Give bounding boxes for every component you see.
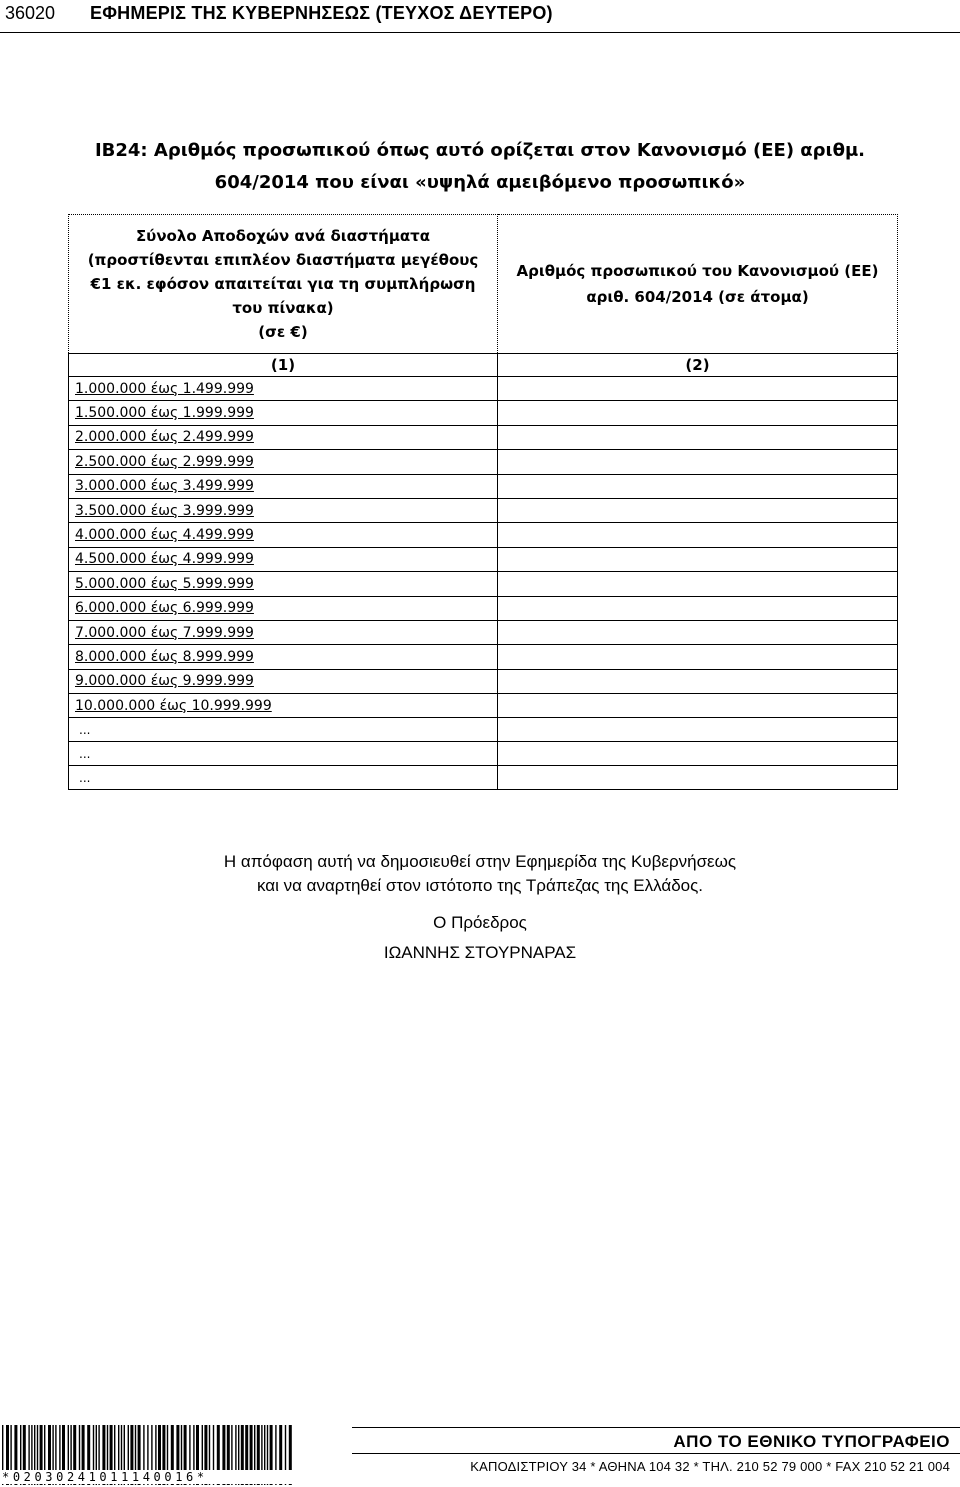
col1-header bbox=[69, 215, 498, 354]
range-cell: 3.500.000 έως 3.999.999 bbox=[69, 498, 498, 522]
col1-header-line: (σε €) bbox=[258, 323, 308, 341]
range-cell: 1.500.000 έως 1.999.999 bbox=[69, 401, 498, 425]
table-title-line2: 604/2014 που είναι «υψηλά αμειβόμενο προσωπικό» bbox=[214, 172, 746, 193]
value-cell bbox=[498, 718, 898, 742]
decision-text bbox=[0, 850, 960, 898]
table-row bbox=[69, 596, 898, 620]
value-cell bbox=[498, 766, 898, 790]
table-row bbox=[69, 377, 898, 401]
table-row-ellipsis bbox=[69, 718, 898, 742]
value-cell bbox=[498, 645, 898, 669]
table-row bbox=[69, 669, 898, 693]
col1-number: (1) bbox=[69, 354, 498, 377]
table-row bbox=[69, 450, 898, 474]
range-cell: 10.000.000 έως 10.999.999 bbox=[69, 694, 498, 718]
value-cell bbox=[498, 547, 898, 571]
column-number-row bbox=[69, 354, 898, 377]
value-cell bbox=[498, 620, 898, 644]
value-cell bbox=[498, 498, 898, 522]
col2-header-line: αριθ. 604/2014 (σε άτομα) bbox=[586, 288, 809, 306]
barcode-text: *02030241011140016* bbox=[2, 1470, 297, 1484]
range-cell: 1.000.000 έως 1.499.999 bbox=[69, 377, 498, 401]
table-row bbox=[69, 645, 898, 669]
value-cell bbox=[498, 694, 898, 718]
col1-header-line: €1 εκ. εφόσον απαιτείται για τη συμπλήρωση bbox=[90, 275, 476, 293]
ellipsis-cell: ... bbox=[69, 742, 498, 766]
ellipsis-cell: ... bbox=[69, 718, 498, 742]
range-cell: 4.000.000 έως 4.499.999 bbox=[69, 523, 498, 547]
col1-header-line: του πίνακα) bbox=[232, 299, 334, 317]
range-cell: 2.000.000 έως 2.499.999 bbox=[69, 425, 498, 449]
value-cell bbox=[498, 401, 898, 425]
table-title-line1: ΙΒ24: Αριθμός προσωπικού όπως αυτό ορίζεται στον Κανονισμό (ΕΕ) αριθμ. bbox=[94, 140, 866, 161]
table-row bbox=[69, 401, 898, 425]
decision-line1: Η απόφαση αυτή να δημοσιευθεί στην Εφημερίδα της Κυβερνήσεως bbox=[223, 852, 737, 871]
table-row bbox=[69, 425, 898, 449]
table-row bbox=[69, 474, 898, 498]
col1-header-line: (προστίθενται επιπλέον διαστήματα μεγέθους bbox=[87, 251, 479, 269]
col1-header-line: Σύνολο Αποδοχών ανά διαστήματα bbox=[135, 227, 431, 245]
table-header-row bbox=[69, 215, 898, 354]
col2-number: (2) bbox=[498, 354, 898, 377]
range-cell: 7.000.000 έως 7.999.999 bbox=[69, 620, 498, 644]
table-row bbox=[69, 694, 898, 718]
value-cell bbox=[498, 572, 898, 596]
signature-block bbox=[0, 908, 960, 968]
range-cell: 2.500.000 έως 2.999.999 bbox=[69, 450, 498, 474]
range-cell: 9.000.000 έως 9.999.999 bbox=[69, 669, 498, 693]
value-cell bbox=[498, 474, 898, 498]
value-cell bbox=[498, 669, 898, 693]
value-cell bbox=[498, 450, 898, 474]
table-row-ellipsis bbox=[69, 742, 898, 766]
page-header bbox=[0, 0, 960, 33]
value-cell bbox=[498, 377, 898, 401]
range-cell: 8.000.000 έως 8.999.999 bbox=[69, 645, 498, 669]
range-cell: 3.000.000 έως 3.499.999 bbox=[69, 474, 498, 498]
printer-name: ΑΠΟ ΤΟ ΕΘΝΙΚΟ ΤΥΠΟΓΡΑΦΕΙΟ bbox=[673, 1432, 950, 1451]
value-cell bbox=[498, 596, 898, 620]
signatory-role: Ο Πρόεδρος bbox=[433, 913, 527, 932]
table-row bbox=[69, 572, 898, 596]
signatory-name: ΙΩΑΝΝΗΣ ΣΤΟΥΡΝΑΡΑΣ bbox=[383, 943, 577, 962]
value-cell bbox=[498, 425, 898, 449]
table-row-ellipsis bbox=[69, 766, 898, 790]
ellipsis-cell: ... bbox=[69, 766, 498, 790]
staff-table bbox=[68, 214, 898, 790]
footer-divider bbox=[352, 1427, 960, 1428]
page-number: 36020 bbox=[5, 3, 56, 23]
range-cell: 6.000.000 έως 6.999.999 bbox=[69, 596, 498, 620]
range-cell: 5.000.000 έως 5.999.999 bbox=[69, 572, 498, 596]
value-cell bbox=[498, 523, 898, 547]
table-title bbox=[60, 135, 900, 199]
table-row bbox=[69, 523, 898, 547]
footer-divider bbox=[352, 1453, 960, 1454]
table-row bbox=[69, 498, 898, 522]
table-row bbox=[69, 620, 898, 644]
table-row bbox=[69, 547, 898, 571]
decision-line2: και να αναρτηθεί στον ιστότοπο της Τράπεζας της Ελλάδος. bbox=[256, 876, 704, 895]
gazette-title: ΕΦΗΜΕΡΙΣ ΤΗΣ ΚΥΒΕΡΝΗΣΕΩΣ (ΤΕΥΧΟΣ ΔΕΥΤΕΡΟ) bbox=[90, 3, 553, 23]
printer-address: ΚΑΠΟΔΙΣΤΡΙΟΥ 34 * ΑΘΗΝΑ 104 32 * ΤΗΛ. 210 52 79 000 * FAX 210 52 21 004 bbox=[470, 1459, 950, 1474]
col2-header-line: Αριθμός προσωπικού του Κανονισμού (ΕΕ) bbox=[516, 262, 879, 280]
range-cell: 4.500.000 έως 4.999.999 bbox=[69, 547, 498, 571]
value-cell bbox=[498, 742, 898, 766]
col2-header bbox=[498, 215, 898, 354]
